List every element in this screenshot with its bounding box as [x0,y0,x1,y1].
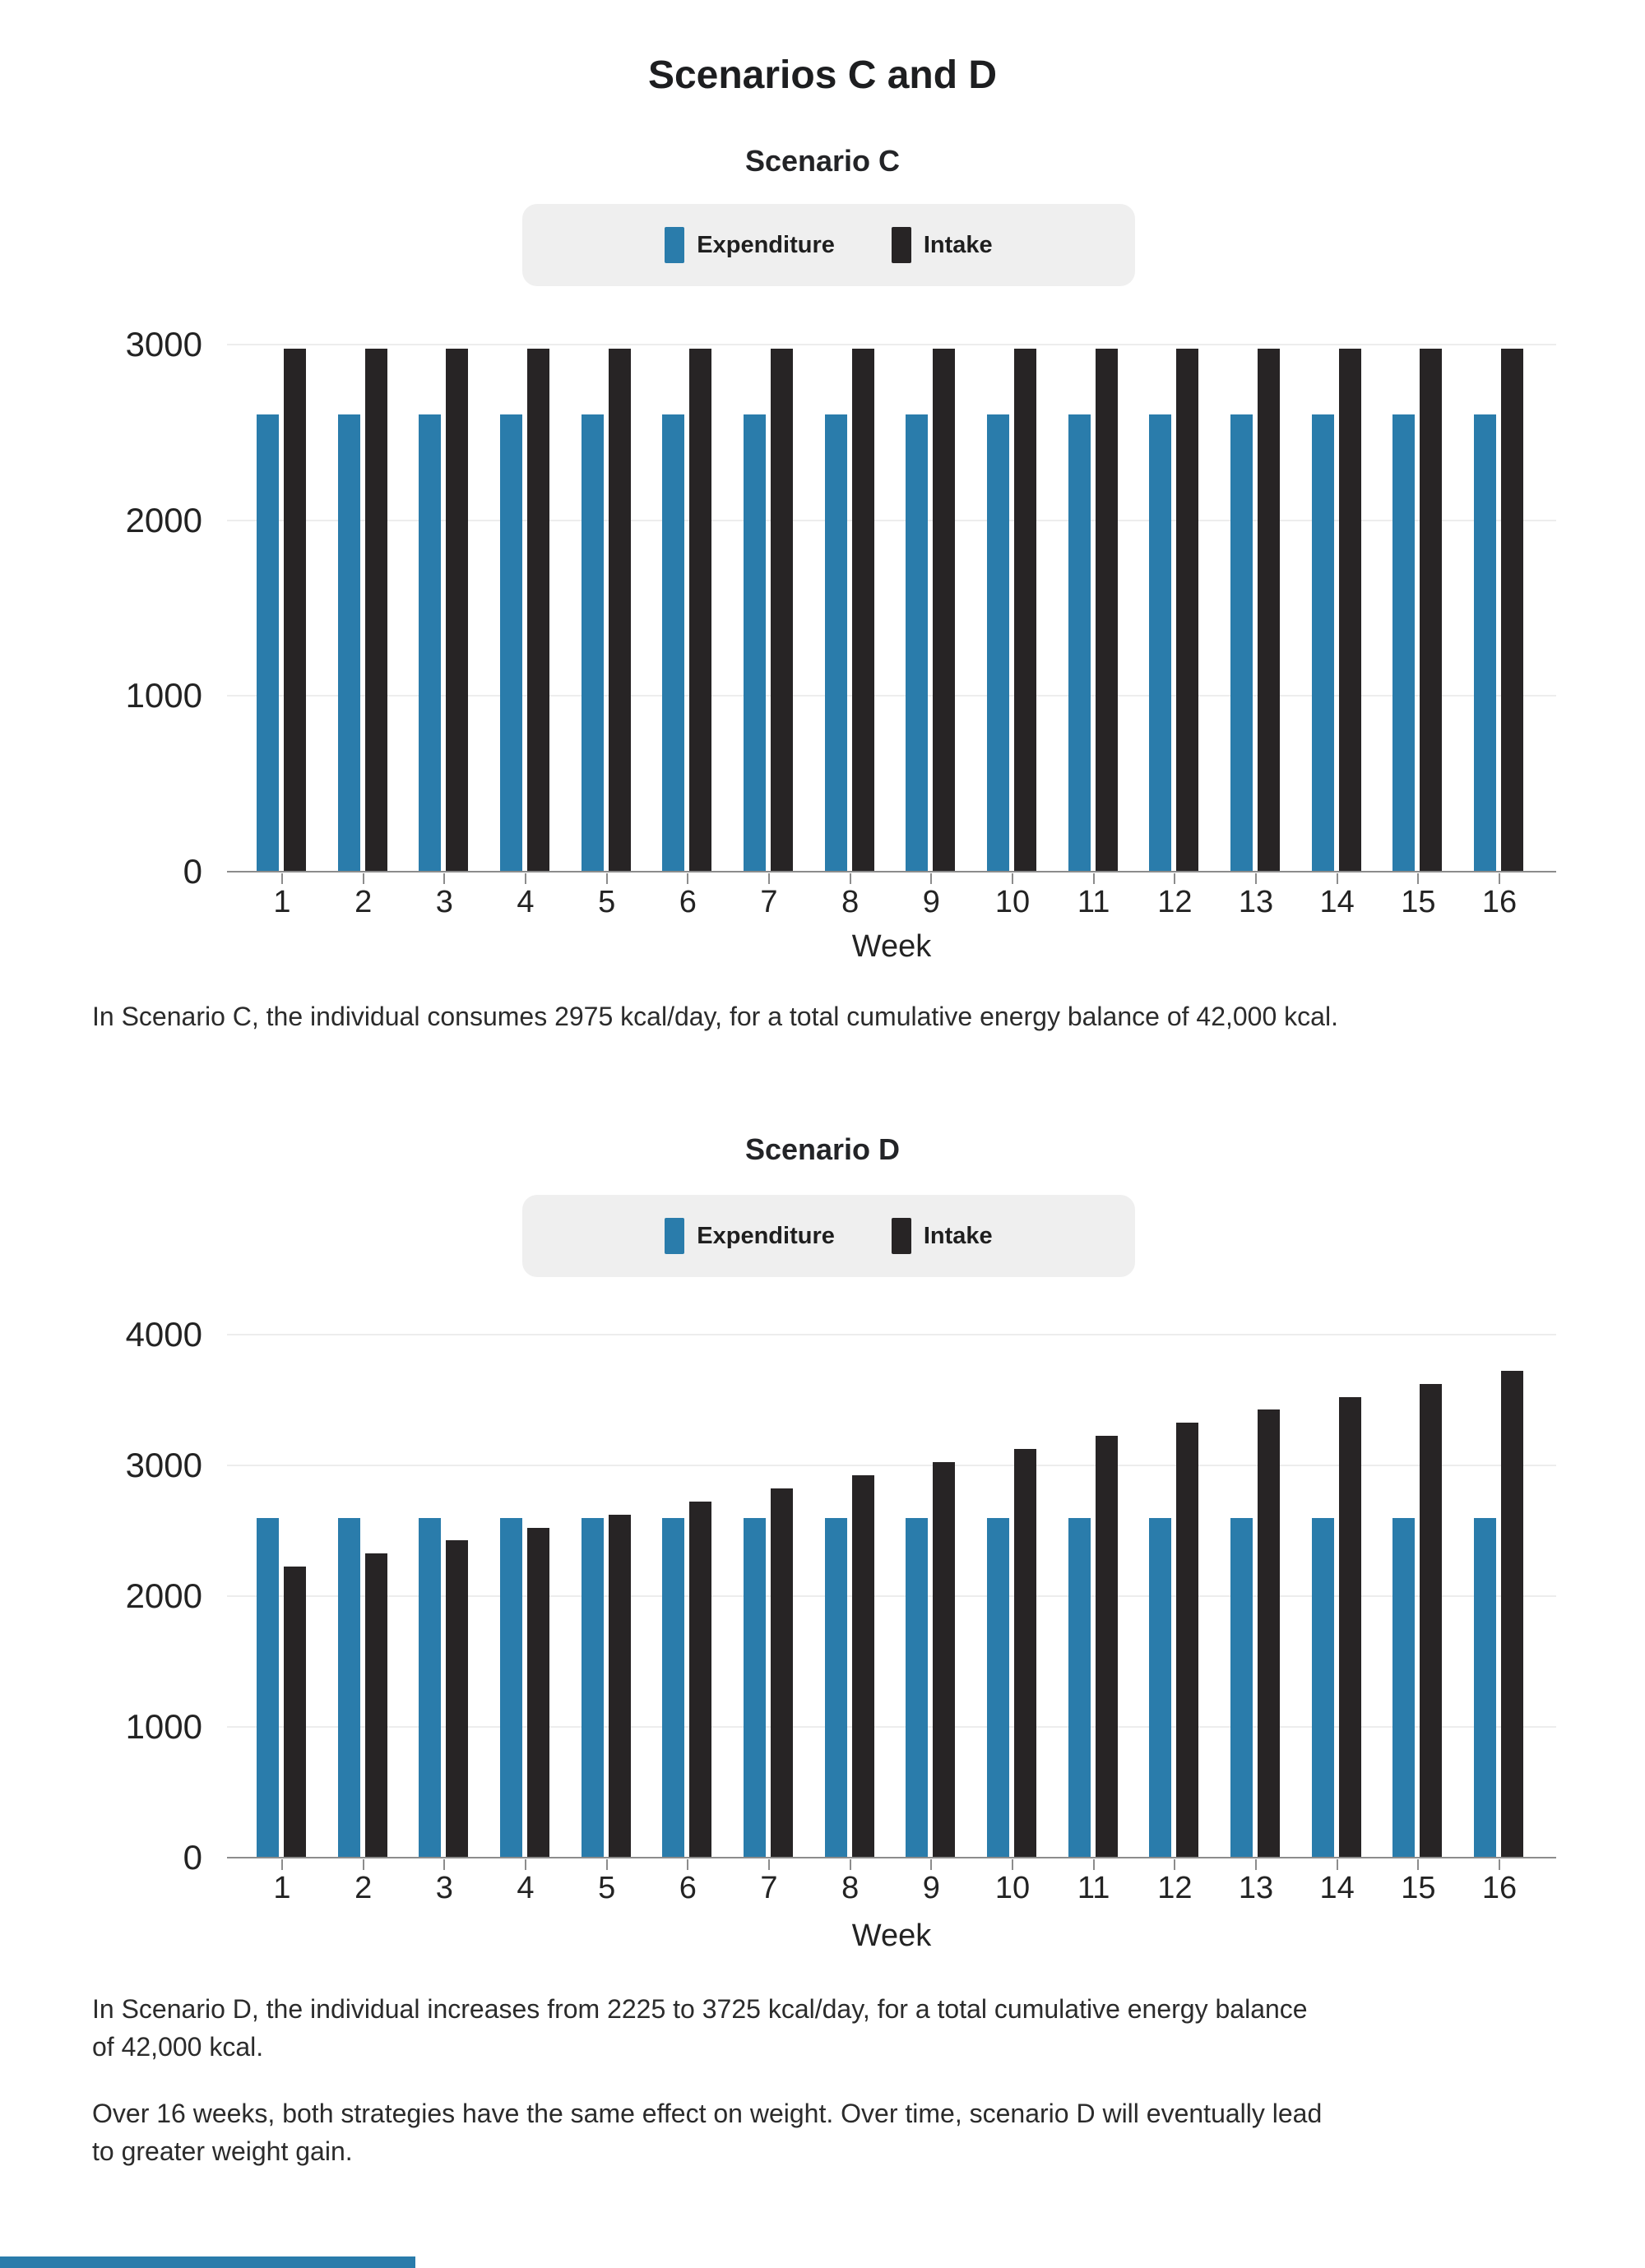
bar-intake [933,1462,955,1858]
x-tick-label: 6 [679,1871,697,1905]
note-line: to greater weight gain. [92,2136,353,2166]
chart-c-x-axis-title: Week [851,929,932,964]
bar-intake [1258,349,1280,872]
bar-intake [1176,349,1198,872]
bar-expenditure [825,1518,847,1858]
bar-intake [771,1488,793,1858]
chart-d-legend [522,1195,1135,1277]
bar-intake [1096,1436,1118,1858]
x-axis-line [227,871,1556,872]
bar-intake [365,349,387,872]
x-tick [1012,873,1013,884]
bar-intake [1501,1371,1523,1858]
x-tick [1417,873,1419,884]
bar-intake [1014,1449,1036,1858]
caption-line: of 42,000 kcal. [92,2032,264,2062]
bar-expenditure [1312,1518,1334,1858]
x-tick-label: 13 [1238,885,1274,919]
x-tick-label: 8 [841,885,860,919]
x-tick-label: 4 [517,1871,535,1905]
bar-expenditure [500,414,522,872]
y-tick-label: 1000 [125,676,202,715]
legend-item-expenditure [665,227,835,263]
x-tick-label: 10 [994,885,1031,919]
x-tick [363,1859,364,1870]
bar-intake [852,349,874,872]
bar-expenditure [987,1518,1009,1858]
x-tick-label: 1 [273,885,291,919]
legend-item-expenditure [665,1218,835,1254]
bar-expenditure [257,414,279,872]
bar-intake [1176,1423,1198,1858]
x-tick-label: 16 [1481,1871,1518,1905]
bar-intake [609,349,631,872]
x-tick [930,873,932,884]
bar-expenditure [500,1518,522,1858]
x-tick-label: 2 [354,1871,373,1905]
legend-label: Expenditure [697,231,835,258]
bar-intake [1420,1384,1442,1858]
bar-expenditure [257,1518,279,1858]
x-tick [1417,1859,1419,1870]
summary-note [92,2094,1573,2170]
x-tick [1255,1859,1257,1870]
bar-intake [1014,349,1036,872]
bar-intake [365,1553,387,1858]
page-title: Scenarios C and D [647,53,998,97]
x-tick [443,873,445,884]
bar-expenditure [825,414,847,872]
bar-intake [446,349,468,872]
bar-expenditure [744,1518,766,1858]
x-tick [850,873,851,884]
bar-expenditure [1230,1518,1253,1858]
x-axis-line [227,1857,1556,1858]
bar-expenditure [906,1518,928,1858]
y-tick-label: 0 [183,1838,202,1877]
x-tick-label: 12 [1157,885,1193,919]
legend-item-intake [892,227,993,263]
bar-intake [527,1528,549,1858]
bar-intake [1420,349,1442,872]
x-tick-label: 12 [1157,1871,1193,1905]
grid-line [227,1334,1556,1335]
x-tick-label: 13 [1238,1871,1274,1905]
x-tick-label: 11 [1077,1871,1110,1905]
bar-expenditure [1149,414,1171,872]
x-tick [525,1859,526,1870]
y-tick-label: 2000 [125,500,202,539]
x-tick-label: 10 [994,1871,1031,1905]
bar-expenditure [662,1518,684,1858]
bar-expenditure [582,1518,604,1858]
bar-intake [689,1502,711,1858]
caption-line: In Scenario C, the individual consumes 2975 kcal/day, for a total cumulative energy balance of 42,000 kcal. [92,1002,1338,1031]
bar-intake [609,1515,631,1858]
bar-expenditure [1474,414,1496,872]
y-tick-label: 1000 [125,1707,202,1746]
x-tick-label: 7 [760,885,778,919]
x-tick [768,1859,770,1870]
x-tick [606,873,608,884]
bar-expenditure [1068,414,1091,872]
legend-label: Intake [923,231,993,258]
x-tick [1174,1859,1175,1870]
bar-expenditure [1149,1518,1171,1858]
chart-c-legend [522,204,1135,286]
intake-swatch-icon [892,227,911,263]
intake-swatch-icon [892,1218,911,1254]
x-tick-label: 9 [922,1871,940,1905]
bar-intake [1258,1409,1280,1858]
legend-label: Intake [923,1222,993,1249]
x-tick-label: 7 [760,1871,778,1905]
note-line: Over 16 weeks, both strategies have the same effect on weight. Over time, scenario D will eventually lead [92,2099,1323,2128]
bar-expenditure [419,1518,441,1858]
x-tick-label: 14 [1319,1871,1355,1905]
x-tick [768,873,770,884]
x-tick [363,873,364,884]
bar-expenditure [1068,1518,1091,1858]
bar-intake [689,349,711,872]
x-tick [1337,1859,1338,1870]
x-tick [850,1859,851,1870]
bar-intake [527,349,549,872]
x-tick [281,873,283,884]
x-tick [1012,1859,1013,1870]
x-tick-label: 1 [273,1871,291,1905]
x-tick [1499,873,1500,884]
y-tick-label: 2000 [125,1576,202,1615]
x-tick-label: 14 [1319,885,1355,919]
caption-line: In Scenario D, the individual increases from 2225 to 3725 kcal/day, for a total cumulative energy balance [92,1994,1308,2024]
bottom-accent-bar [0,2256,415,2268]
x-tick-label: 9 [922,885,940,919]
x-tick-label: 15 [1401,1871,1436,1905]
x-tick [525,873,526,884]
x-tick [1499,1859,1500,1870]
x-tick-label: 4 [517,885,535,919]
bar-expenditure [419,414,441,872]
bar-intake [771,349,793,872]
bar-intake [1339,1397,1361,1858]
y-tick-label: 3000 [125,1446,202,1484]
chart-d-x-axis-title: Week [851,1919,932,1953]
x-tick [1093,873,1095,884]
x-tick [1255,873,1257,884]
x-tick [1337,873,1338,884]
grid-line [227,344,1556,345]
chart-d-caption [92,1990,1573,2066]
x-tick-label: 6 [679,885,697,919]
x-tick [687,1859,688,1870]
bar-expenditure [1392,1518,1415,1858]
bar-expenditure [987,414,1009,872]
x-tick [606,1859,608,1870]
bar-expenditure [1230,414,1253,872]
bar-expenditure [582,414,604,872]
bar-expenditure [1392,414,1415,872]
y-tick-label: 0 [183,852,202,891]
chart-c-title: Scenario C [744,144,901,178]
x-tick [1093,1859,1095,1870]
legend-label: Expenditure [697,1222,835,1249]
x-tick-label: 3 [435,1871,453,1905]
bar-intake [1096,349,1118,872]
bar-expenditure [906,414,928,872]
x-tick [443,1859,445,1870]
bar-expenditure [744,414,766,872]
bar-intake [933,349,955,872]
y-tick-label: 4000 [125,1315,202,1354]
bar-intake [284,1567,306,1858]
chart-d-title: Scenario D [744,1132,901,1166]
bar-expenditure [662,414,684,872]
bar-intake [1501,349,1523,872]
bar-expenditure [338,414,360,872]
expenditure-swatch-icon [665,227,684,263]
bar-intake [852,1475,874,1858]
bar-intake [1339,349,1361,872]
bar-expenditure [1312,414,1334,872]
x-tick-label: 5 [598,885,616,919]
x-tick-label: 5 [598,1871,616,1905]
x-tick-label: 8 [841,1871,860,1905]
x-tick-label: 11 [1077,885,1110,919]
x-tick-label: 16 [1481,885,1518,919]
legend-item-intake [892,1218,993,1254]
y-tick-label: 3000 [125,325,202,363]
x-tick-label: 15 [1401,885,1436,919]
x-tick [930,1859,932,1870]
bar-intake [284,349,306,872]
x-tick-label: 3 [435,885,453,919]
expenditure-swatch-icon [665,1218,684,1254]
bar-intake [446,1540,468,1858]
bar-expenditure [338,1518,360,1858]
x-tick [687,873,688,884]
x-tick-label: 2 [354,885,373,919]
bar-expenditure [1474,1518,1496,1858]
chart-c-caption [92,997,1573,1035]
x-tick [1174,873,1175,884]
x-tick [281,1859,283,1870]
